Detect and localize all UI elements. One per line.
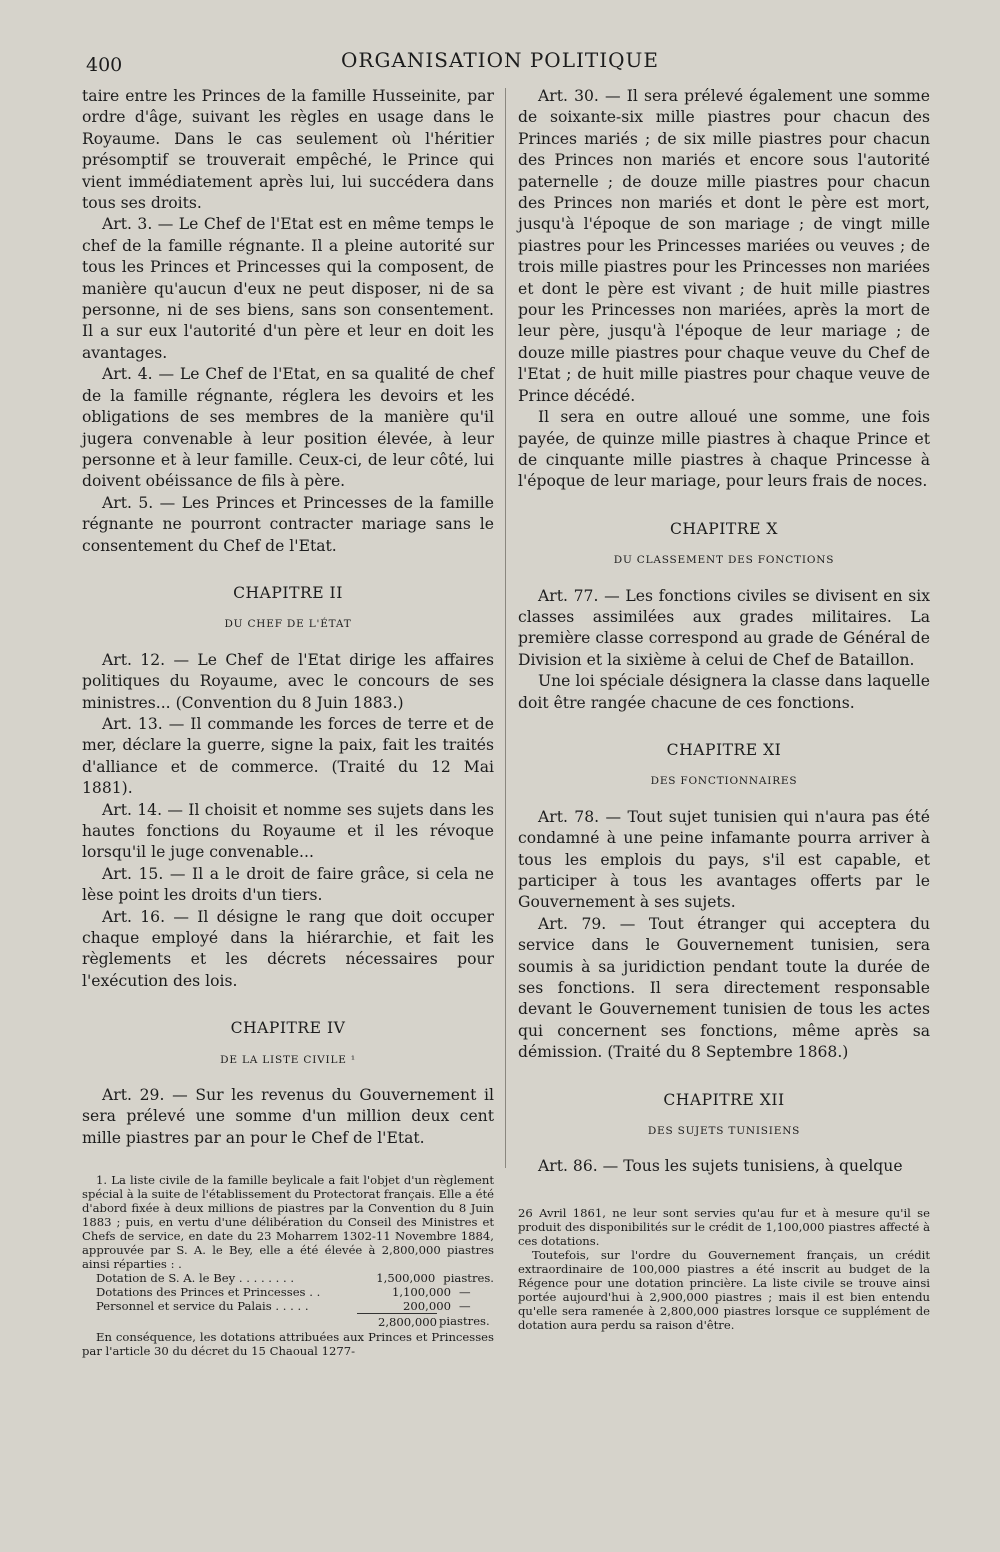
chapter-heading-10: CHAPITRE X [669, 519, 779, 538]
article-13: Art. 13. — Il commande les forces de terre et de mer, déclare la guerre, signe la paix, fait les traités d'alliance et de commerce. (Traité du 12 Mai 1881). [82, 714, 494, 798]
article-29: Art. 29. — Sur les revenus du Gouvernement il sera prélevé une somme d'un million deux cent mille piastres par an pour le Chef de l'Etat. [82, 1086, 494, 1147]
running-title: ORGANISATION POLITIQUE [341, 48, 659, 72]
article-30: Art. 30. — Il sera prélevé également une somme de soixante-six mille piastres pour chacun des Princes mariés ; de six mille piastres pour chacun des Princes non mariés et encore sous l'autorité paternelle ; de douze mille piastres pour chacun des Princes non mariés et dont le père est mort, jusqu'à l'époque de son mariage ; de vingt mille piastres pour les Princesses mariées ou veuves ; de trois mille piastres pour les Princesses non mariées et dont le père est vivant ; de huit mille piastres pour les Princesses non mariées, après la mort de leur père, jusqu'à l'époque de leur mariage ; de douze mille piastres pour chaque veuve du Chef de l'Etat ; de huit mille piastres pour chaque veuve de Prince décédé. [518, 87, 930, 405]
column-divider [505, 88, 506, 1168]
chapter-subtitle-11: DES FONCTIONNAIRES [650, 775, 798, 788]
dotation-total-row: 2,800,000 piastres. [82, 1313, 494, 1330]
footnote-1: 1. La liste civile de la famille beylicale a fait l'objet d'un règlement spécial à la suite de l'établissement du Protectorat français. Elle a été d'abord fixée à deux millions de piastres par la Convention du 8 Juin 1883 ; puis, en vertu d'une délibération du Conseil des Ministres et Chefs de service, en date du 23 Moharrem 1302-11 Novembre 1884, approuvée par S. A. le Bey, elle a été élevée à 2,800,000 piastres ainsi réparties : . [82, 1173, 494, 1272]
chapter-subtitle-10: DU CLASSEMENT DES FONCTIONS [613, 554, 835, 567]
article-16: Art. 16. — Il désigne le rang que doit occuper chaque employé dans la hiérarchie, et fait les règlements et les décrets nécessaires pour l'exécution des lois. [82, 907, 494, 990]
chapter-heading-12: CHAPITRE XII [663, 1090, 785, 1109]
dotation-total: 2,800,000 [357, 1313, 437, 1330]
article-79: Art. 79. — Tout étranger qui acceptera du service dans le Gouvernement tunisien, sera soumis à sa juridiction pendant toute la durée de ses fonctions. Il sera directement responsable devant le Gouvernement tunisien de tous les actes qui concernent ses fonctions, même après sa démission. (Traité du 8 Septembre 1868.) [518, 914, 930, 1062]
article-77: Art. 77. — Les fonctions civiles se divisent en six classes assimilées aux grades militaires. La première classe correspond au grade de Général de Division et la sixième à celui de Chef de Bataillon. [518, 586, 930, 669]
chapter-subtitle-4: DE LA LISTE CIVILE ¹ [220, 1053, 356, 1066]
paragraph-special-law: Une loi spéciale désignera la classe dans laquelle doit être rangée chacune de ces fonctions. [518, 672, 930, 712]
article-86: Art. 86. — Tous les sujets tunisiens, à quelque [538, 1157, 903, 1176]
paragraph-allocation: Il sera en outre alloué une somme, une fois payée, de quinze mille piastres à chaque Prince et de cinquante mille piastres à chaque Princesse à l'époque de leur mariage, pour leurs frais de noces. [518, 408, 930, 491]
dotation-row: Personnel et service du Palais . . . . . 200,000 — [96, 1299, 471, 1314]
dotation-row: Dotations des Princes et Princesses . . 1,100,000 — [96, 1285, 471, 1300]
chapter-heading-2: CHAPITRE II [233, 583, 343, 602]
footnote-left [82, 1173, 494, 1358]
article-15: Art. 15. — Il a le droit de faire grâce, si cela ne lèse point les droits d'un tiers. [82, 864, 494, 905]
footnote-extra-credit: Toutefois, sur l'ordre du Gouvernement français, un crédit extraordinaire de 100,000 piastres a été inscrit au budget de la Régence pour une dotation princière. La liste civile se trouve ainsi portée aujourd'hui à 2,900,000 piastres ; mais il est bien entendu qu'elle sera ramenée à 2,800,000 piastres lorsque ce supplément de dotation aura perdu sa raison d'être. [518, 1247, 930, 1332]
chapter-subtitle-12: DES SUJETS TUNISIENS [647, 1125, 801, 1138]
article-4: Art. 4. — Le Chef de l'Etat, en sa qualité de chef de la famille régnante, réglera les devoirs et les obligations de ses membres de la manière qu'il jugera convenable à leur position élevée, à leur personne et à leur famille. Ceux-ci, de leur côté, lui doivent obéissance de fils à père. [82, 365, 494, 491]
footnote-right [518, 1206, 930, 1332]
page-header [0, 46, 1000, 86]
dotation-row: Dotation de S. A. le Bey . . . . . . . . 1,500,000 piastres. [96, 1271, 494, 1286]
left-column [82, 86, 494, 1358]
chapter-heading-4: CHAPITRE IV [230, 1019, 346, 1038]
right-column [518, 86, 930, 1332]
chapter-heading-11: CHAPITRE XI [666, 740, 782, 759]
article-5: Art. 5. — Les Princes et Princesses de la famille régnante ne pourront contracter mariage sans le consentement du Chef de l'Etat. [82, 493, 494, 555]
article-3: Art. 3. — Le Chef de l'Etat est en même temps le chef de la famille régnante. Il a pleine autorité sur tous les Princes et Princesses qui la composent, de manière qu'aucun d'eux ne peut disposer, ni de sa personne, ni de ses biens, sans son consentement. Il a sur eux l'autorité d'un père et leur en doit les avantages. [82, 215, 494, 362]
article-14: Art. 14. — Il choisit et nomme ses sujets dans les hautes fonctions du Royaume et il les révoque lorsqu'il le juge convenable... [82, 800, 494, 862]
article-78: Art. 78. — Tout sujet tunisien qui n'aura pas été condamné à une peine infamante pourra arriver à tous les emplois du pays, s'il est capable, et participer à tous les avantages offerts par le Gouvernement à ses sujets. [518, 807, 930, 912]
article-12: Art. 12. — Le Chef de l'Etat dirige les affaires politiques du Royaume, avec le concours de ses ministres... (Convention du 8 Juin 1883.) [82, 650, 494, 712]
chapter-subtitle-2: DU CHEF DE L'ÉTAT [224, 618, 352, 631]
footnote-continuation: En conséquence, les dotations attribuées aux Princes et Princesses par l'article 30 du décret du 15 Chaoual 1277- [82, 1330, 494, 1359]
footnote-continued: 26 Avril 1861, ne leur sont servies qu'au fur et à mesure qu'il se produit des disponibilités sur le crédit de 1,100,000 piastres affecté à ces dotations. [518, 1205, 930, 1248]
page-number: 400 [86, 54, 123, 76]
paragraph-succession: taire entre les Princes de la famille Husseinite, par ordre d'âge, suivant les règles en usage dans le Royaume. Dans le cas seulement où l'héritier présomptif se trouverait empêché, le Prince qui vient immédiatement après lui, lui succédera dans tous ses droits. [82, 87, 494, 213]
